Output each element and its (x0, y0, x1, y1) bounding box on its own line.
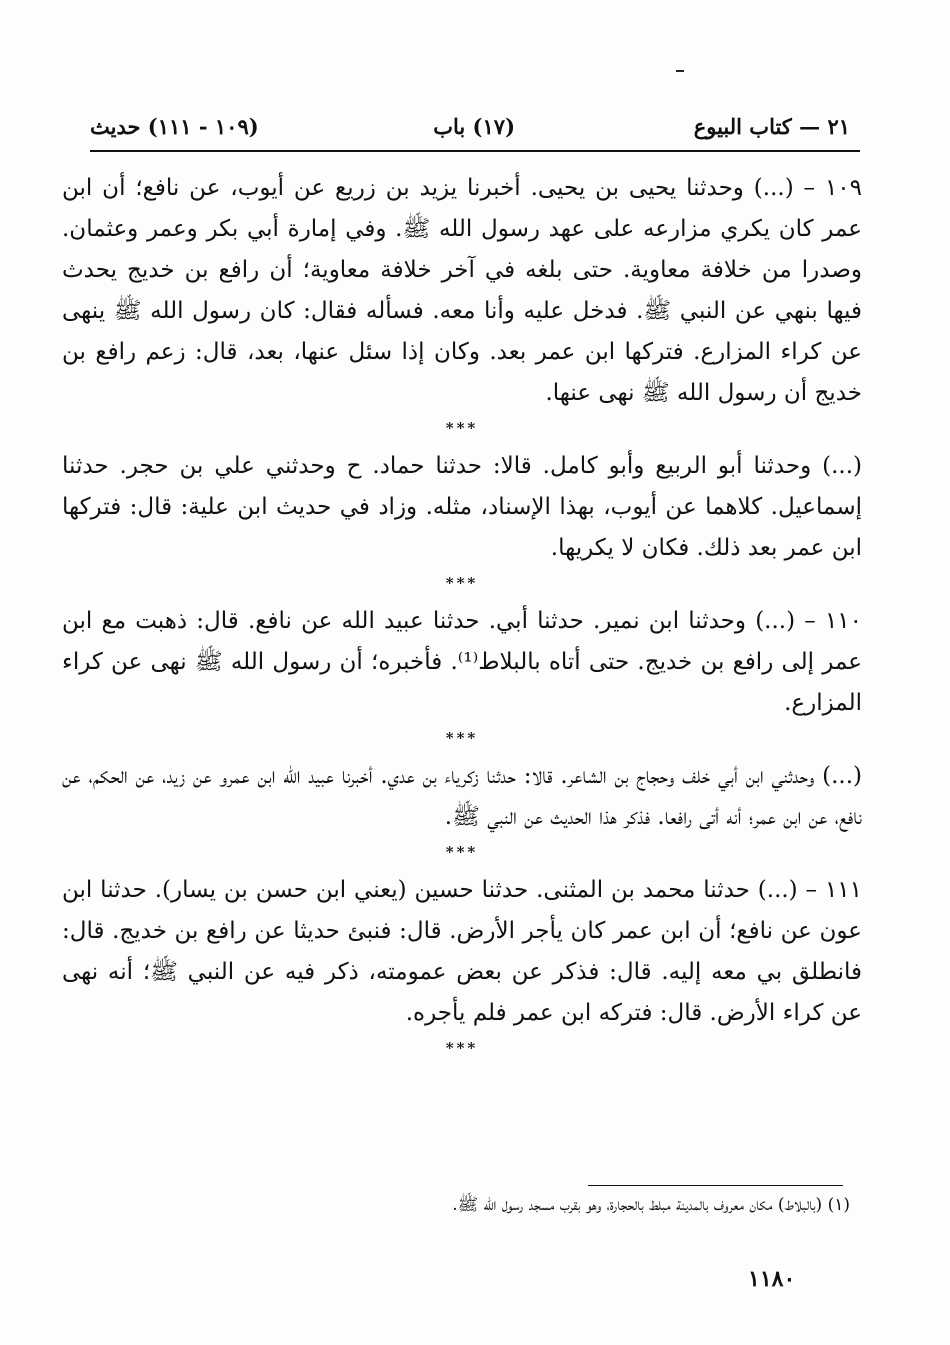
header-rule (90, 150, 860, 152)
hadith-110-variant: (...) وحدثني ابن أبي خلف وحجاج بن الشاعر. قالا: حدثنا زكرياء بن عدي. أخبرنا عبيد الله ابن عمرو عن زيد، عن الحكم، عن نافع، عن ابن عمر؛ أنه أتى رافعا. فذكر هذا الحديث عن النبي ﷺ. (62, 763, 862, 830)
separator-stars: *** (445, 419, 479, 437)
hadith-109-variant: (...) وحدثنا أبو الربيع وأبو كامل. قالا: حدثنا حماد. ح وحدثني علي بن حجر. حدثنا إسماعيل. كلاهما عن أيوب، بهذا الإسناد، مثله. وزاد في حديث ابن علية: قال: فتركها ابن عمر بعد ذلك. فكان لا يكريها. (62, 453, 862, 561)
hadith-111: ١١١ – (...) حدثنا محمد بن المثنى. حدثنا حسين (يعني ابن حسن بن يسار). حدثنا ابن عون عن نافع؛ أن ابن عمر كان يأجر الأرض. قال: فنبئ حديثا عن رافع بن خديج. قال: فانطلق بي معه إليه. قال: فذكر عن بعض عمومته، ذكر فيه عن النبي ﷺ؛ أنه نهى عن كراء الأرض. قال: فتركه ابن عمر فلم يأجره. (62, 877, 862, 1026)
running-header (90, 108, 860, 148)
page-mark (676, 70, 684, 72)
separator-stars: *** (445, 729, 479, 747)
footnote: (١) (بالبلاط) مكان معروف بالمدينة مبلط بالحجارة، وهو بقرب مسجد رسول الله ﷺ. (452, 1195, 850, 1215)
header-chapter: (١٧) باب (433, 114, 515, 139)
separator-stars: *** (445, 843, 479, 861)
footnote-rule (588, 1185, 843, 1186)
header-book-title: ٢١ — كتاب البيوع (693, 114, 850, 139)
main-text (62, 168, 862, 1066)
page-number: ١١٨٠ (748, 1266, 796, 1292)
hadith-109: ١٠٩ – (...) وحدثنا يحيى بن يحيى. أخبرنا يزيد بن زريع عن أيوب، عن نافع؛ أن ابن عمر كان يكري مزارعه على عهد رسول الله ﷺ. وفي إمارة أبي بكر وعمر وعثمان. وصدرا من خلافة معاوية. حتى بلغه في آخر خلافة معاوية؛ أن رافع بن خديج يحدث فيها بنهي عن النبي ﷺ. فدخل عليه وأنا معه. فسأله فقال: كان رسول الله ﷺ ينهى عن كراء المزارع. فتركها ابن عمر بعد. وكان إذا سئل عنها، بعد، قال: زعم رافع بن خديج أن رسول الله ﷺ نهى عنها. (62, 175, 862, 406)
header-hadith-range: (١٠٩ - ١١١) حديث (90, 114, 259, 139)
separator-stars: *** (445, 574, 479, 592)
separator-stars: *** (445, 1039, 479, 1057)
hadith-110: ١١٠ – (...) وحدثنا ابن نمير. حدثنا أبي. حدثنا عبيد الله عن نافع. قال: ذهبت مع ابن عمر إلى رافع بن خديج. حتى أتاه بالبلاط⁽¹⁾. فأخبره؛ أن رسول الله ﷺ نهى عن كراء المزارع. (62, 608, 862, 716)
